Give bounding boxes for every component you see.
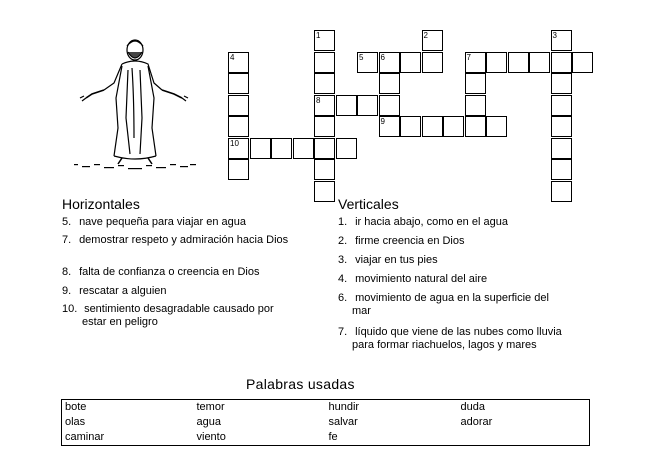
crossword-cell[interactable] xyxy=(400,116,421,137)
crossword-cell[interactable] xyxy=(379,73,400,94)
crossword-cell[interactable] xyxy=(228,159,249,180)
crossword-cell[interactable] xyxy=(314,73,335,94)
crossword-cell[interactable] xyxy=(422,52,443,73)
clue-number: 1 xyxy=(316,31,321,40)
clue-number: 6 xyxy=(380,52,385,62)
crossword-cell[interactable] xyxy=(250,138,271,159)
crossword-cell[interactable] xyxy=(228,95,249,116)
word-cell: caminar xyxy=(65,431,105,443)
crossword-cell[interactable] xyxy=(379,95,400,116)
crossword-cell[interactable] xyxy=(314,95,335,116)
verticales-title: Verticales xyxy=(338,196,399,212)
crossword-cell[interactable] xyxy=(271,138,292,159)
crossword-cell[interactable] xyxy=(529,52,550,73)
word-cell: fe xyxy=(328,431,338,443)
crossword-cell[interactable] xyxy=(465,116,486,137)
word-cell: olas xyxy=(65,416,86,428)
clue-number: 5 xyxy=(359,52,364,62)
word-cell: agua xyxy=(196,416,221,428)
crossword-cell[interactable] xyxy=(551,52,572,73)
crossword-cell[interactable] xyxy=(443,116,464,137)
crossword-cell[interactable] xyxy=(551,73,572,94)
crossword-cell[interactable] xyxy=(228,116,249,137)
word-bank-table xyxy=(61,399,590,446)
crossword-cell[interactable] xyxy=(314,52,335,73)
crossword-cell[interactable] xyxy=(357,52,378,73)
clue-number: 7 xyxy=(466,52,471,62)
horizontales-title: Horizontales xyxy=(62,196,140,212)
crossword-cell[interactable] xyxy=(336,95,357,116)
clue-h-8: 8. falta de confianza o creencia en Dios xyxy=(62,266,260,278)
clue-number: 2 xyxy=(423,31,428,40)
crossword-cell[interactable] xyxy=(572,52,593,73)
clue-v-7: 7. líquido que viene de las nubes como lluvia para formar riachuelos, lagos y mares xyxy=(338,326,562,351)
clue-number: 8 xyxy=(316,95,321,105)
palabras-title: Palabras usadas xyxy=(246,376,355,392)
crossword-cell[interactable] xyxy=(314,116,335,137)
crossword-cell[interactable] xyxy=(314,159,335,180)
clue-h-10: 10. sentimiento desagradable causado por estar en peligro xyxy=(62,303,274,328)
crossword-cell[interactable] xyxy=(228,52,249,73)
crossword-cell[interactable] xyxy=(551,95,572,116)
clue-number: 9 xyxy=(380,117,385,126)
crossword-cell[interactable] xyxy=(357,95,378,116)
crossword-cell[interactable] xyxy=(486,116,507,137)
word-cell: adorar xyxy=(460,416,493,428)
crossword-cell[interactable] xyxy=(336,138,357,159)
crossword-cell[interactable] xyxy=(551,138,572,159)
clue-v-2: 2. firme creencia en Dios xyxy=(338,235,465,247)
clue-h-7: 7. demostrar respeto y admiración hacia Dios xyxy=(62,234,289,246)
clue-h-9: 9. rescatar a alguien xyxy=(62,285,167,297)
crossword-cell[interactable] xyxy=(228,73,249,94)
word-cell: temor xyxy=(196,401,225,413)
table-row xyxy=(62,415,590,430)
crossword-cell[interactable] xyxy=(314,181,335,202)
clue-number: 3 xyxy=(552,31,557,40)
crossword-cell[interactable] xyxy=(293,138,314,159)
crossword-cell[interactable] xyxy=(314,138,335,159)
clue-h-5: 5. nave pequeña para viajar en agua xyxy=(62,216,247,228)
word-cell xyxy=(458,430,590,446)
clue-number: 4 xyxy=(230,52,235,62)
crossword-cell[interactable] xyxy=(465,52,486,73)
crossword-cell[interactable] xyxy=(314,30,335,51)
word-cell: bote xyxy=(65,401,87,413)
crossword-cell[interactable] xyxy=(228,138,249,159)
crossword-cell[interactable] xyxy=(551,181,572,202)
crossword-cell[interactable] xyxy=(465,73,486,94)
crossword-cell[interactable] xyxy=(465,95,486,116)
crossword-cell[interactable] xyxy=(422,116,443,137)
word-cell: duda xyxy=(460,401,485,413)
word-cell: hundir xyxy=(328,401,360,413)
crossword-cell[interactable] xyxy=(551,159,572,180)
crossword-cell[interactable] xyxy=(379,52,400,73)
clue-number: 10 xyxy=(230,138,239,148)
crossword-cell[interactable] xyxy=(486,52,507,73)
table-row xyxy=(62,430,590,446)
word-cell: viento xyxy=(196,431,226,443)
jesus-illustration xyxy=(70,38,200,170)
crossword-cell[interactable] xyxy=(400,52,421,73)
clue-v-6: 6. movimiento de agua en la superficie del mar xyxy=(338,292,549,317)
crossword-cell[interactable] xyxy=(508,52,529,73)
crossword-cell[interactable] xyxy=(551,30,572,51)
crossword-cell[interactable] xyxy=(422,30,443,51)
word-cell: salvar xyxy=(328,416,358,428)
clue-v-3: 3. viajar en tus pies xyxy=(338,254,438,266)
table-row xyxy=(62,400,590,416)
crossword-cell[interactable] xyxy=(551,116,572,137)
clue-v-1: 1. ir hacia abajo, como en el agua xyxy=(338,216,508,228)
crossword-cell[interactable] xyxy=(379,116,400,137)
clue-v-4: 4. movimiento natural del aire xyxy=(338,273,488,285)
